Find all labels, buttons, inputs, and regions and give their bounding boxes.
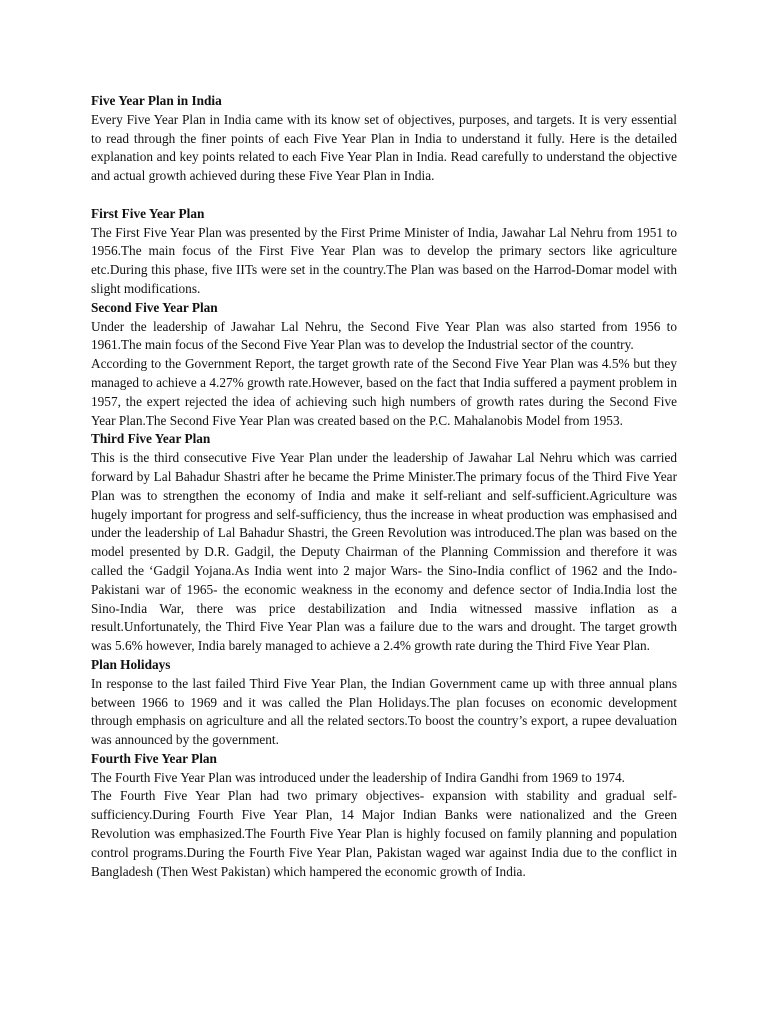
second-plan-paragraph-2: According to the Government Report, the target growth rate of the Second Five Year Plan was 4.5% but they managed to achieve a 4.27% growth rate.However, based on the fact that India suffered a payment problem in 1957, the expert rejected the idea of achieving such high numbers of growth rates during the Second Five Year Plan.The Second Five Year Plan was created based on the P.C. Mahalanobis Model from 1953. <box>91 356 677 428</box>
section-spacer <box>91 186 677 205</box>
document-title: Five Year Plan in India <box>91 93 222 108</box>
intro-paragraph: Every Five Year Plan in India came with its know set of objectives, purposes, and targets. It is very essential to read through the finer points of each Five Year Plan in India to understand it fully. Here is the detailed explanation and key points related to each Five Year Plan in India. Read carefully to understand the objective and actual growth achieved during these Five Year Plan in India. <box>91 111 677 184</box>
third-plan-heading: Third Five Year Plan <box>91 431 211 447</box>
fourth-plan-paragraph-1: The Fourth Five Year Plan was introduced under the leadership of Indira Gandhi from 1969 to 1974. <box>91 769 625 785</box>
fourth-plan-paragraph-2: The Fourth Five Year Plan had two primary objectives- expansion with stability and gradual self-sufficiency.During Fourth Five Year Plan, 14 Major Indian Banks were nationalized and the Green Revolution was emphasized.The Fourth Five Year Plan is highly focused on family planning and population control programs.During the Fourth Five Year Plan, Pakistan waged war against India due to the conflict in Bangladesh (Then West Pakistan) which hampered the economic growth of India. <box>91 788 677 879</box>
plan-holidays-heading: Plan Holidays <box>91 656 171 672</box>
first-plan-heading: First Five Year Plan <box>91 205 205 221</box>
first-plan-paragraph: The First Five Year Plan was presented by the First Prime Minister of India, Jawahar Lal Nehru from 1951 to 1956.The main focus of the First Five Year Plan was to develop the primary sectors like agriculture etc.During this phase, five IITs were set in the country.The Plan was based on the Harrod-Domar model with slight modifications. <box>91 224 677 296</box>
fourth-plan-heading: Fourth Five Year Plan <box>91 750 217 766</box>
plan-holidays-paragraph: In response to the last failed Third Five Year Plan, the Indian Government came up with three annual plans between 1966 to 1969 and it was called the Plan Holidays.The plan focuses on economic development through emphasis on agriculture and all the related sectors.To boost the country’s export, a rupee devaluation was announced by the government. <box>91 675 677 748</box>
second-plan-heading: Second Five Year Plan <box>91 299 218 315</box>
third-plan-paragraph: This is the third consecutive Five Year Plan under the leadership of Jawahar Lal Nehru which was carried forward by Lal Bahadur Shastri after he became the Prime Minister.The primary focus of the Third Five Year Plan was to strengthen the economy of India and make it self-reliant and self-sufficient.Agriculture was hugely important for progress and self-sufficiency, thus the increase in wheat production was emphasised and under the leadership of Lal Bahadur Shastri, the Green Revolution was introduced.The plan was based on the model presented by D.R. Gadgil, the Deputy Chairman of the Planning Commission and therefore it was called the ‘Gadgil Yojana.As India went into 2 major Wars- the Sino-India conflict of 1962 and the Indo-Pakistani war of 1965- the economic weakness in the economy and defence sector of India.India lost the Sino-India War, there was price destabilization and India witnessed massive inflation as a result.Unfortunately, the Third Five Year Plan was a failure due to the wars and drought. The target growth was 5.6% however, India barely managed to achieve a 2.4% growth rate during the Third Five Year Plan. <box>91 450 677 654</box>
document-page <box>91 92 677 881</box>
second-plan-paragraph-1: Under the leadership of Jawahar Lal Nehru, the Second Five Year Plan was also started from 1956 to 1961.The main focus of the Second Five Year Plan was to develop the Industrial sector of the country. <box>91 318 677 353</box>
